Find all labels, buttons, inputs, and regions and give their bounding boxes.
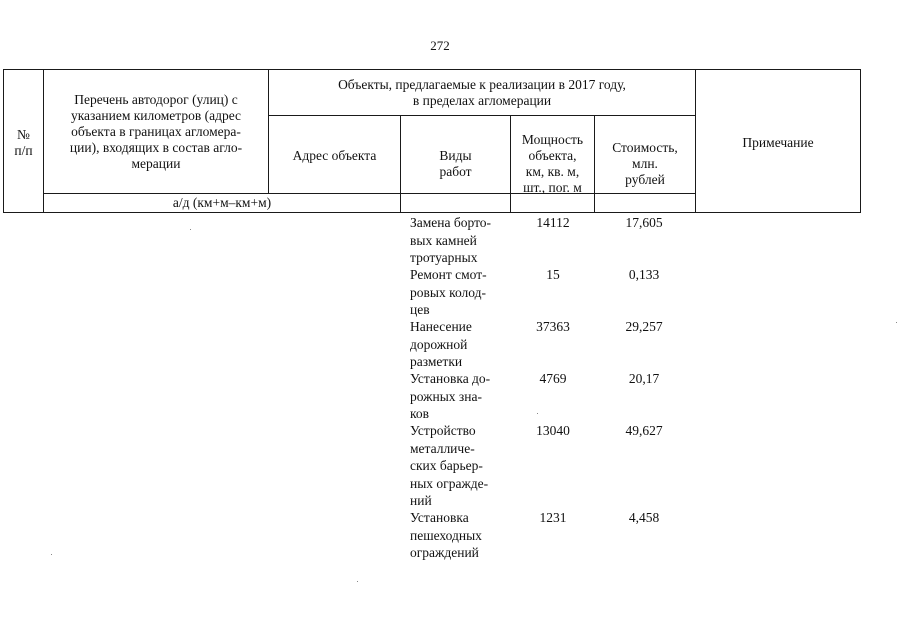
header-cost: Стоимость, млн. рублей	[612, 140, 678, 187]
header-bottom-border	[3, 212, 861, 213]
row-work: Установка пешеходных ограждений	[410, 510, 482, 560]
row-cost: 49,627	[625, 423, 663, 438]
row-cost: 29,257	[625, 319, 663, 334]
page-number: 272	[430, 38, 450, 53]
row-capacity: 13040	[536, 423, 570, 438]
header-group-divider	[268, 115, 695, 116]
header-roads: Перечень автодорог (улиц) с указанием километров (адрес объекта в границах агломера- ции), входящих в состав агло- мерации	[69, 92, 243, 171]
row-capacity: 37363	[536, 319, 570, 334]
row-work: Нанесение дорожной разметки	[410, 319, 472, 369]
header-right-border	[860, 69, 861, 213]
row-capacity: 4769	[539, 371, 567, 386]
header-num: № п/п	[14, 127, 33, 158]
row-work: Замена борто- вых камней тротуарных	[410, 215, 492, 265]
scan-speck	[896, 322, 897, 323]
scan-speck	[190, 229, 191, 230]
row-work: Установка до- рожных зна- ков	[410, 371, 491, 421]
header-address: Адрес объекта	[292, 148, 377, 163]
row-work: Устройство металличе- ских барьер- ных огражде- ний	[410, 423, 489, 508]
header-road-format: а/д (км+м–км+м)	[172, 195, 272, 210]
row-cost: 20,17	[628, 371, 660, 386]
scan-speck	[357, 581, 358, 582]
row-capacity: 14112	[536, 215, 570, 230]
header-format-divider	[43, 193, 695, 194]
header-note: Примечание	[742, 135, 814, 150]
row-work: Ремонт смот- ровых колод- цев	[410, 267, 487, 317]
scan-speck	[537, 413, 538, 414]
row-capacity: 15	[546, 267, 560, 282]
row-cost: 4,458	[628, 510, 660, 525]
table-header	[3, 69, 861, 213]
header-objects-group: Объекты, предлагаемые к реализации в 2017 году, в пределах агломерации	[338, 77, 626, 108]
header-top-border	[3, 69, 861, 70]
header-capacity: Мощность объекта, км, кв. м, шт., пог. м	[521, 132, 584, 195]
row-cost: 0,133	[628, 267, 660, 282]
row-capacity: 1231	[539, 510, 567, 525]
header-work-type: Виды работ	[439, 148, 472, 179]
row-cost: 17,605	[625, 215, 663, 230]
scan-speck	[51, 554, 52, 555]
